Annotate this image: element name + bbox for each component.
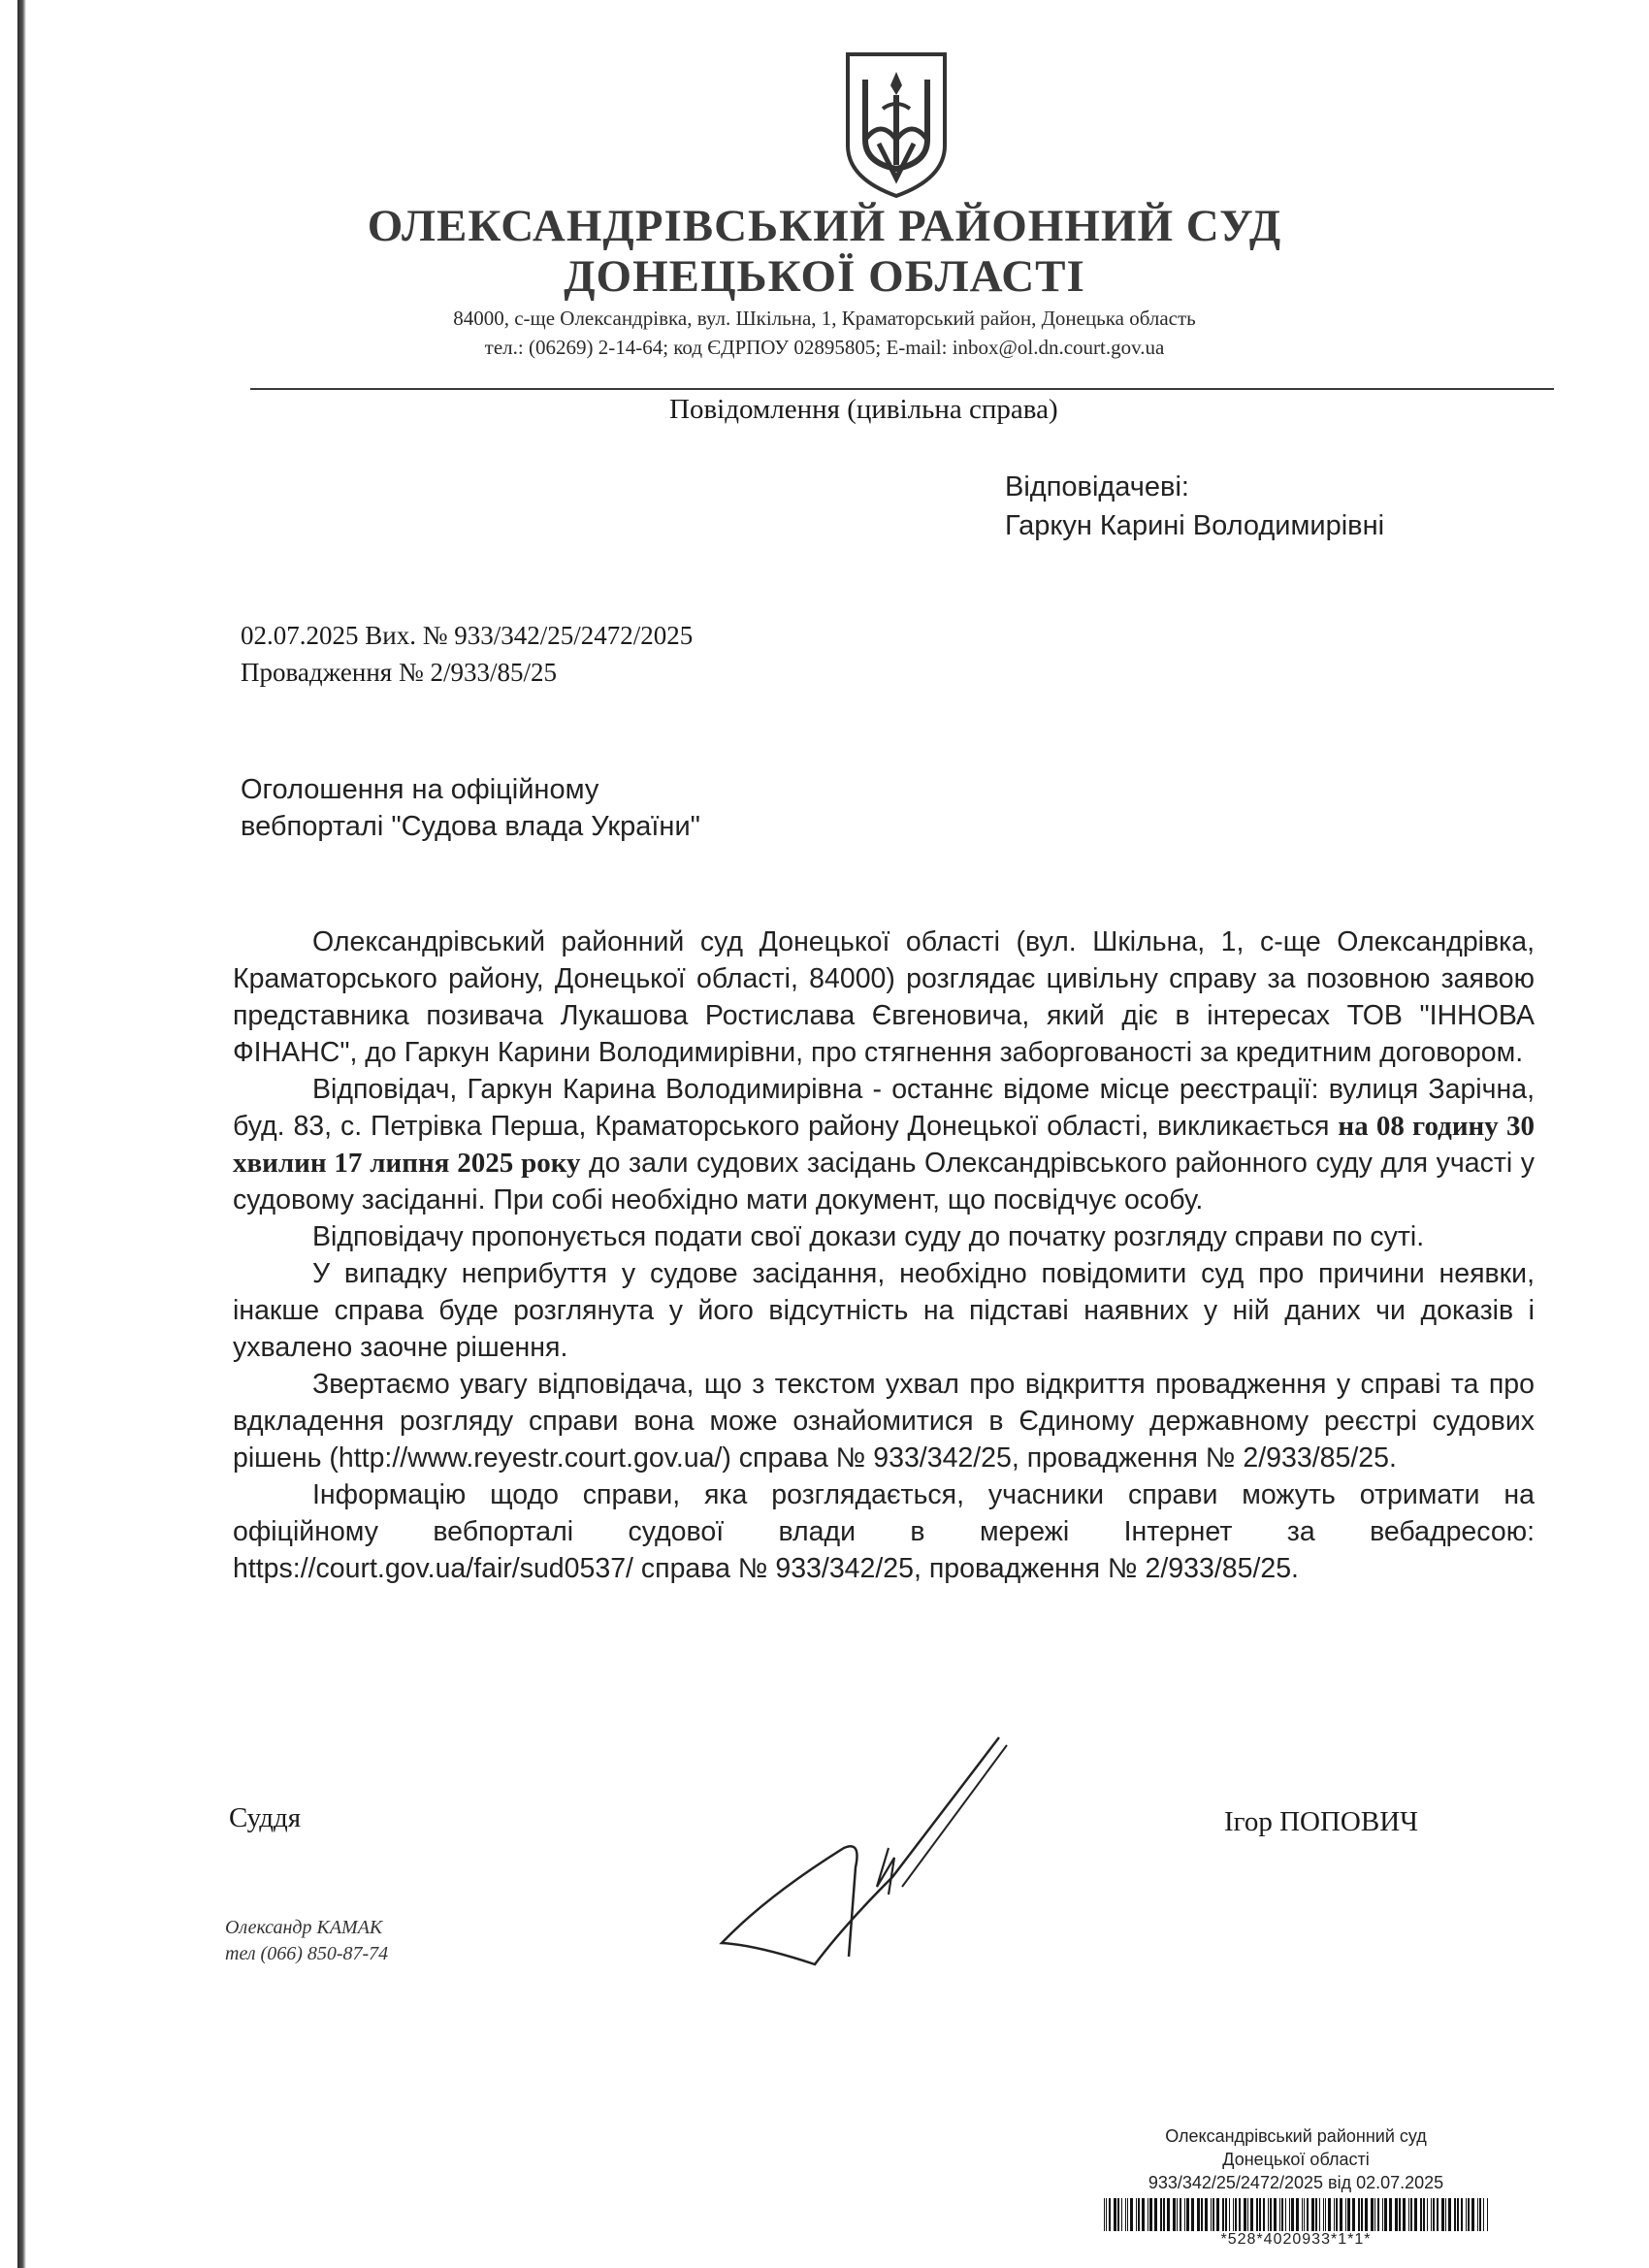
barcode-bar [1173, 2198, 1176, 2231]
barcode-bar [1289, 2198, 1290, 2231]
barcode-bar [1487, 2198, 1488, 2231]
barcode-bar [1256, 2198, 1258, 2231]
barcode-bar [1235, 2198, 1237, 2231]
barcode-bar [1160, 2198, 1162, 2231]
paragraph-case: Олександрівський районний суд Донецької області (вул. Шкільна, 1, с-ще Олександрівка, Краматорського району, Донецької області, 84000) розглядає цивільну справу за позовною заявою представника позивача Лукашова Ростислава Євгеновича, який діє в інтересах ТОВ "ІННОВА ФІНАНС", до Гаркун Карини Володимирівни, про стягнення заборгованості за кредитним договором. [233, 926, 1535, 1068]
announcement-line2: вебпорталі "Судова влада України" [241, 811, 700, 842]
barcode-bar [1371, 2198, 1374, 2231]
barcode-bar [1454, 2198, 1456, 2231]
barcode-bar [1457, 2198, 1459, 2231]
barcode-bar [1285, 2198, 1286, 2231]
barcode-bar [1117, 2198, 1119, 2231]
barcode-bar [1136, 2198, 1137, 2231]
barcode-bar [1410, 2198, 1412, 2231]
barcode-bar [1154, 2198, 1157, 2231]
court-name-line2: ДОНЕЦЬКОЇ ОБЛАСТІ [564, 251, 1085, 302]
barcode-bar [1186, 2198, 1189, 2231]
barcode-bar [1263, 2198, 1265, 2231]
barcode-code: *528*4020933*1*1* [1220, 2231, 1372, 2248]
barcode-bar [1191, 2198, 1194, 2231]
barcode-bar [1408, 2198, 1409, 2231]
document-type: Повідомлення (цивільна справа) [669, 394, 1058, 425]
barcode-bar [1291, 2198, 1294, 2231]
barcode-bar [1127, 2198, 1128, 2231]
judge-title: Суддя [229, 1802, 302, 1833]
barcode-bar [1311, 2198, 1314, 2231]
barcode-bar [1358, 2198, 1360, 2231]
trident-emblem-icon [842, 50, 951, 200]
barcode-bar [1109, 2198, 1111, 2231]
paragraph-summons [233, 1071, 1535, 1218]
barcode-bar [1212, 2198, 1214, 2231]
barcode-bar [1177, 2198, 1178, 2231]
barcode-bar [1163, 2198, 1165, 2231]
paragraph-registry: Звертаємо увагу відповідача, що з текстом ухвал про відкриття провадження у справі та про вдкладення розгляду справи вона може ознайомитися в Єдиному державному реєстрі судових рішень (http://www.reyestr.court.gov.ua/) справа № 933/342/25, провадження № 2/933/85/25. [233, 1369, 1535, 1474]
stamp-court-line1: Олександрівський районний суд [1165, 2126, 1427, 2146]
barcode-bar [1149, 2198, 1152, 2231]
barcode-bar [1315, 2198, 1317, 2231]
barcode-bar [1247, 2198, 1248, 2231]
announcement-line1: Оголошення на офіційному [241, 774, 599, 805]
outgoing-date-number: 02.07.2025 Вих. № 933/342/25/2472/2025 [241, 621, 694, 650]
barcode-bar [1437, 2198, 1439, 2231]
paragraph-portal: Інформацію щодо справи, яка розглядається, учасники справи можуть отримати на офіційному вебпорталі судової влади в мережі Інтернет за вебадресою: https://court.gov.ua/fair/sud0537/ справа № 933/342/25, провадження № 2/933/85/25. [233, 1479, 1535, 1584]
barcode-bar [1483, 2198, 1484, 2231]
barcode-bar [1461, 2198, 1463, 2231]
summons-text-start: Відповідач, Гаркун Карина Володимирівна - останнє відоме місце реєстрації: вулиця Зарічна, буд. 83, с. Петрівка Перша, Краматорського району Донецької області, викликається [233, 1074, 1535, 1142]
executor-phone: тел (066) 850-87-74 [225, 1943, 389, 1964]
barcode-bar [1268, 2198, 1269, 2231]
barcode-bar [1114, 2198, 1116, 2231]
notice-body [233, 923, 1535, 1587]
barcode-bar [1125, 2198, 1126, 2231]
barcode-bar [1433, 2198, 1435, 2231]
barcode-bar [1106, 2198, 1107, 2231]
barcode-bar [1374, 2198, 1375, 2231]
barcode-bar [1395, 2198, 1398, 2231]
barcode-bar [1104, 2198, 1105, 2231]
barcode-bar [1233, 2198, 1234, 2231]
barcode-bar [1216, 2198, 1219, 2231]
handwritten-signature [698, 1732, 1028, 1984]
barcode-bar [1389, 2198, 1392, 2231]
barcode-bar [1205, 2198, 1208, 2231]
barcode-bar [1281, 2198, 1283, 2231]
barcode-bar [1448, 2198, 1451, 2231]
barcode-bar [1229, 2198, 1230, 2231]
barcode-bar [1274, 2198, 1277, 2231]
barcode-bar [1325, 2198, 1326, 2231]
barcode-bar [1259, 2198, 1261, 2231]
judge-name: Ігор ПОПОВИЧ [1224, 1806, 1418, 1837]
barcode-bar [1239, 2198, 1241, 2231]
paragraph-absence: У випадку неприбуття у судове засідання, необхідно повідомити суд про причини неявки, інакше справа буде розглянута у його відсутність на підставі наявних у ній даних чи доказів і ухвалено заочне рішення. [233, 1258, 1535, 1363]
addressee-role: Відповідачеві: [1005, 471, 1189, 502]
barcode-bar [1130, 2198, 1133, 2231]
barcode-bar [1167, 2198, 1170, 2231]
barcode-bar [1399, 2198, 1401, 2231]
addressee-name: Гаркун Карині Володимирівні [1005, 510, 1385, 541]
paragraph-evidence: Відповідачу пропонується подати свої докази суду до початку розгляду справи по суті. [312, 1221, 1425, 1252]
header-divider [250, 388, 1554, 390]
barcode-bar [1414, 2198, 1417, 2231]
barcode-bar [1340, 2198, 1342, 2231]
barcode-bar [1477, 2198, 1478, 2231]
stamp-registration-number: 933/342/25/2472/2025 від 02.07.2025 [1148, 2173, 1444, 2192]
barcode-bar [1225, 2198, 1227, 2231]
executor-name: Олександр КАМАК [225, 1917, 383, 1938]
barcode-bar [1468, 2198, 1470, 2231]
barcode-bar [1197, 2198, 1200, 2231]
barcode-bar [1441, 2198, 1444, 2231]
barcode-bar [1121, 2198, 1122, 2231]
court-address: 84000, с-ще Олександрівка, вул. Шкільна, 1, Краматорський район, Донецька область [453, 307, 1196, 330]
stamp-court-line2: Донецької області [1222, 2150, 1370, 2169]
barcode-bar [1403, 2198, 1406, 2231]
barcode-bar [1250, 2198, 1253, 2231]
barcode-bar [1427, 2198, 1428, 2231]
summons-text-end: до зали судових засідань Олександрівського районного суду для участі у судовому засіданні. При собі необхідно мати документ, що посвідчує особу. [233, 1148, 1535, 1215]
barcode-bar [1201, 2198, 1203, 2231]
barcode-bar [1211, 2198, 1212, 2231]
barcode-bar [1180, 2198, 1181, 2231]
barcode-bar [1244, 2198, 1246, 2231]
barcode-bar [1222, 2198, 1224, 2231]
barcode-bar [1479, 2198, 1481, 2231]
proceeding-number: Провадження № 2/933/85/25 [241, 658, 557, 687]
registration-stamp [1063, 2124, 1529, 2249]
barcode-bar [1296, 2198, 1299, 2231]
barcode-bar [1365, 2198, 1368, 2231]
barcode-bar [1347, 2198, 1350, 2231]
barcode-bar [1323, 2198, 1324, 2231]
barcode-bar [1319, 2198, 1320, 2231]
barcode-bar [1361, 2198, 1363, 2231]
barcode-bar [1382, 2198, 1383, 2231]
barcode-bar [1431, 2198, 1432, 2231]
scan-edge [17, 0, 26, 2268]
hearing-datetime: на 08 годину 30 хвилин 17 липня 2025 року [233, 1111, 1535, 1179]
barcode-bar [1352, 2198, 1355, 2231]
barcode-bar [1423, 2198, 1425, 2231]
barcode-bar [1302, 2198, 1303, 2231]
barcode-bar [1471, 2198, 1474, 2231]
barcode-bar [1420, 2198, 1422, 2231]
barcode [1102, 2198, 1490, 2231]
barcode-bar [1345, 2198, 1346, 2231]
barcode-bar [1445, 2198, 1446, 2231]
barcode-bar [1466, 2198, 1467, 2231]
court-contacts: тел.: (06269) 2-14-64; код ЄДРПОУ 02895805; E-mail: inbox@ol.dn.court.gov.ua [484, 336, 1165, 359]
barcode-bar [1142, 2198, 1145, 2231]
barcode-bar [1377, 2198, 1379, 2231]
barcode-bar [1384, 2198, 1387, 2231]
barcode-bar [1304, 2198, 1305, 2231]
barcode-bar [1307, 2198, 1309, 2231]
barcode-bar [1328, 2198, 1331, 2231]
court-name-line1: ОЛЕКСАНДРІВСЬКИЙ РАЙОННИЙ СУД [367, 201, 1282, 251]
barcode-bar [1336, 2198, 1338, 2231]
barcode-bar [1138, 2198, 1140, 2231]
barcode-bar [1270, 2198, 1272, 2231]
barcode-bar [1279, 2198, 1280, 2231]
barcode-bar [1334, 2198, 1335, 2231]
barcode-bar [1184, 2198, 1185, 2231]
